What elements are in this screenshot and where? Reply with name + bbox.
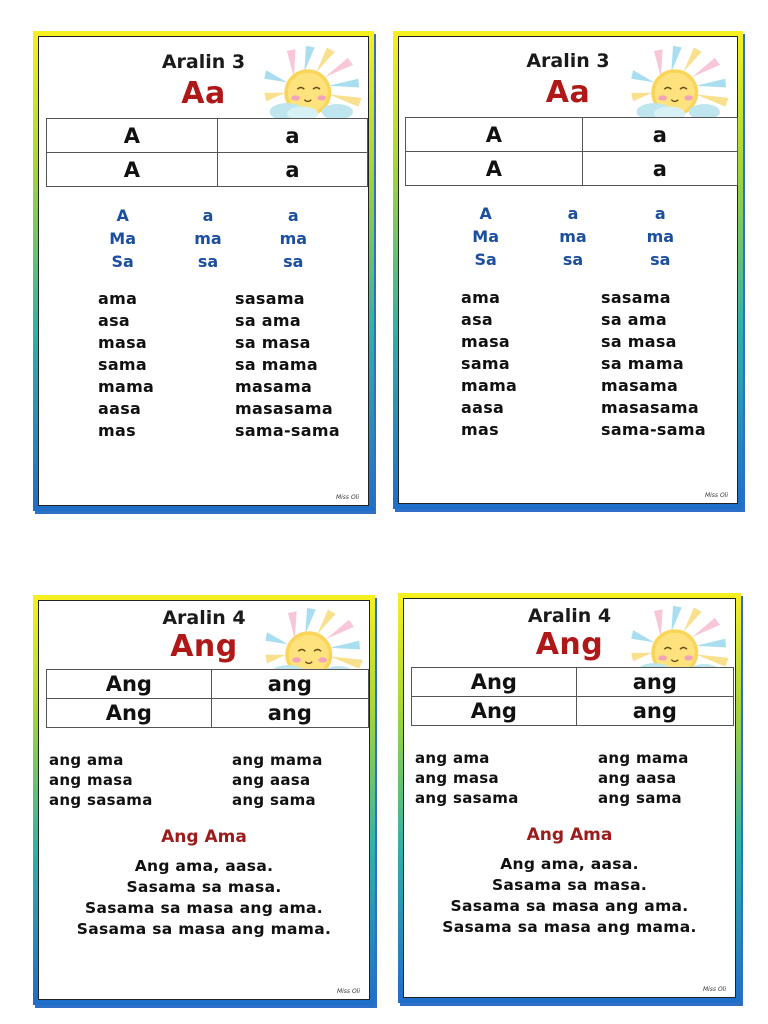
word: sa masa [235, 333, 311, 352]
word: mas [98, 421, 136, 440]
story-title: Ang Ama [161, 827, 247, 847]
syllable: a [287, 206, 299, 225]
syllable: A [479, 204, 492, 223]
phrase-list-right [232, 750, 323, 810]
phrase: ang aasa [598, 769, 677, 787]
phrase: ang masa [415, 769, 499, 787]
lesson-card [33, 31, 374, 511]
lesson-letter: Aa [545, 75, 591, 110]
phrase-list-left [415, 748, 519, 808]
lesson-letter: Aa [181, 76, 226, 111]
table-cell: ang [576, 668, 733, 697]
letter-table [411, 667, 734, 726]
table-cell: A [47, 153, 218, 187]
story-line: Sasama sa masa ang ama. [85, 899, 323, 917]
word: ama [461, 288, 501, 307]
table-cell: ang [211, 699, 368, 728]
signature: Miss Oli [335, 494, 359, 501]
word: sa ama [601, 310, 667, 329]
syllable: ma [559, 227, 587, 246]
lesson-card [398, 593, 741, 1003]
phrase: ang sama [232, 791, 316, 809]
word: masasama [235, 399, 333, 418]
story-text [403, 854, 736, 938]
word: mama [98, 377, 155, 396]
lesson-letter: Ang [170, 629, 238, 664]
word: asa [461, 310, 494, 329]
table-cell: a [582, 152, 737, 186]
word: asa [98, 311, 131, 330]
syllable-grid [442, 202, 704, 271]
phrase: ang mama [232, 751, 323, 769]
syllable: Sa [111, 252, 134, 271]
lesson-title: Aralin 4 [527, 605, 612, 627]
lesson-letter: Ang [535, 627, 604, 662]
lesson-title: Aralin 3 [161, 51, 246, 73]
lesson-card [393, 31, 743, 509]
table-cell: a [217, 119, 367, 153]
letter-table [46, 118, 368, 187]
word-list-left [98, 288, 154, 442]
word: sama [461, 354, 510, 373]
letter-table [46, 669, 369, 728]
word: masa [98, 333, 147, 352]
phrase-list-right [598, 748, 689, 808]
table-cell: Ang [412, 697, 577, 726]
phrase: ang mama [598, 749, 689, 767]
story-line: Sasama sa masa. [491, 876, 648, 894]
syllable: ma [646, 227, 675, 246]
syllable: sa [283, 252, 304, 271]
syllable: Sa [474, 250, 497, 269]
story-title: Ang Ama [526, 825, 613, 845]
story-text [38, 856, 370, 940]
table-cell: Ang [47, 670, 212, 699]
word-list-left [461, 287, 517, 441]
word: aasa [461, 398, 505, 417]
word: masasama [601, 398, 699, 417]
word: sama [98, 355, 147, 374]
word: aasa [98, 399, 142, 418]
word: masa [461, 332, 510, 351]
word: sa masa [601, 332, 677, 351]
story-line: Ang ama, aasa. [500, 855, 639, 873]
word: mas [461, 420, 499, 439]
phrase: ang aasa [232, 771, 311, 789]
word: ama [98, 289, 138, 308]
word: sasama [601, 288, 671, 307]
syllable: sa [197, 252, 219, 271]
syllable-grid [80, 204, 336, 273]
syllable: ma [194, 229, 222, 248]
word-list-right [235, 288, 340, 442]
word: masama [235, 377, 313, 396]
story-line: Sasama sa masa ang mama. [442, 918, 697, 936]
word: sa mama [601, 354, 684, 373]
phrase: ang ama [49, 751, 124, 769]
syllable: a [567, 204, 579, 223]
lesson-card [33, 595, 375, 1005]
story-line: Sasama sa masa ang mama. [76, 920, 332, 938]
syllable: a [202, 206, 214, 225]
table-cell: ang [576, 697, 733, 726]
syllable: A [116, 206, 129, 225]
table-cell: a [217, 153, 367, 187]
syllable: sa [650, 250, 671, 269]
word: sasama [235, 289, 305, 308]
table-cell: Ang [47, 699, 212, 728]
word: masama [601, 376, 679, 395]
table-cell: Ang [412, 668, 577, 697]
word: sama-sama [235, 421, 340, 440]
phrase: ang sama [598, 789, 682, 807]
word: sa ama [235, 311, 301, 330]
phrase: ang masa [49, 771, 133, 789]
syllable: a [654, 204, 666, 223]
table-cell: A [406, 152, 583, 186]
phrase: ang sasama [415, 789, 519, 807]
syllable: Ma [472, 227, 500, 246]
phrase: ang ama [415, 749, 490, 767]
word: mama [461, 376, 518, 395]
signature: Miss Oli [702, 986, 726, 993]
signature: Miss Oli [336, 988, 360, 995]
lesson-title: Aralin 3 [526, 50, 610, 72]
story-line: Sasama sa masa ang ama. [450, 897, 689, 915]
syllable: sa [562, 250, 584, 269]
lesson-title: Aralin 4 [162, 607, 246, 629]
story-line: Sasama sa masa. [126, 878, 282, 896]
word-list-right [601, 287, 706, 441]
word: sama-sama [601, 420, 706, 439]
table-cell: ang [211, 670, 368, 699]
word: sa mama [235, 355, 318, 374]
table-cell: a [582, 118, 737, 152]
syllable: ma [279, 229, 308, 248]
phrase: ang sasama [49, 791, 153, 809]
syllable: Ma [109, 229, 137, 248]
story-line: Ang ama, aasa. [134, 857, 274, 875]
table-cell: A [406, 118, 583, 152]
signature: Miss Oli [704, 492, 728, 499]
phrase-list-left [49, 750, 153, 810]
table-cell: A [47, 119, 218, 153]
letter-table [405, 117, 738, 186]
